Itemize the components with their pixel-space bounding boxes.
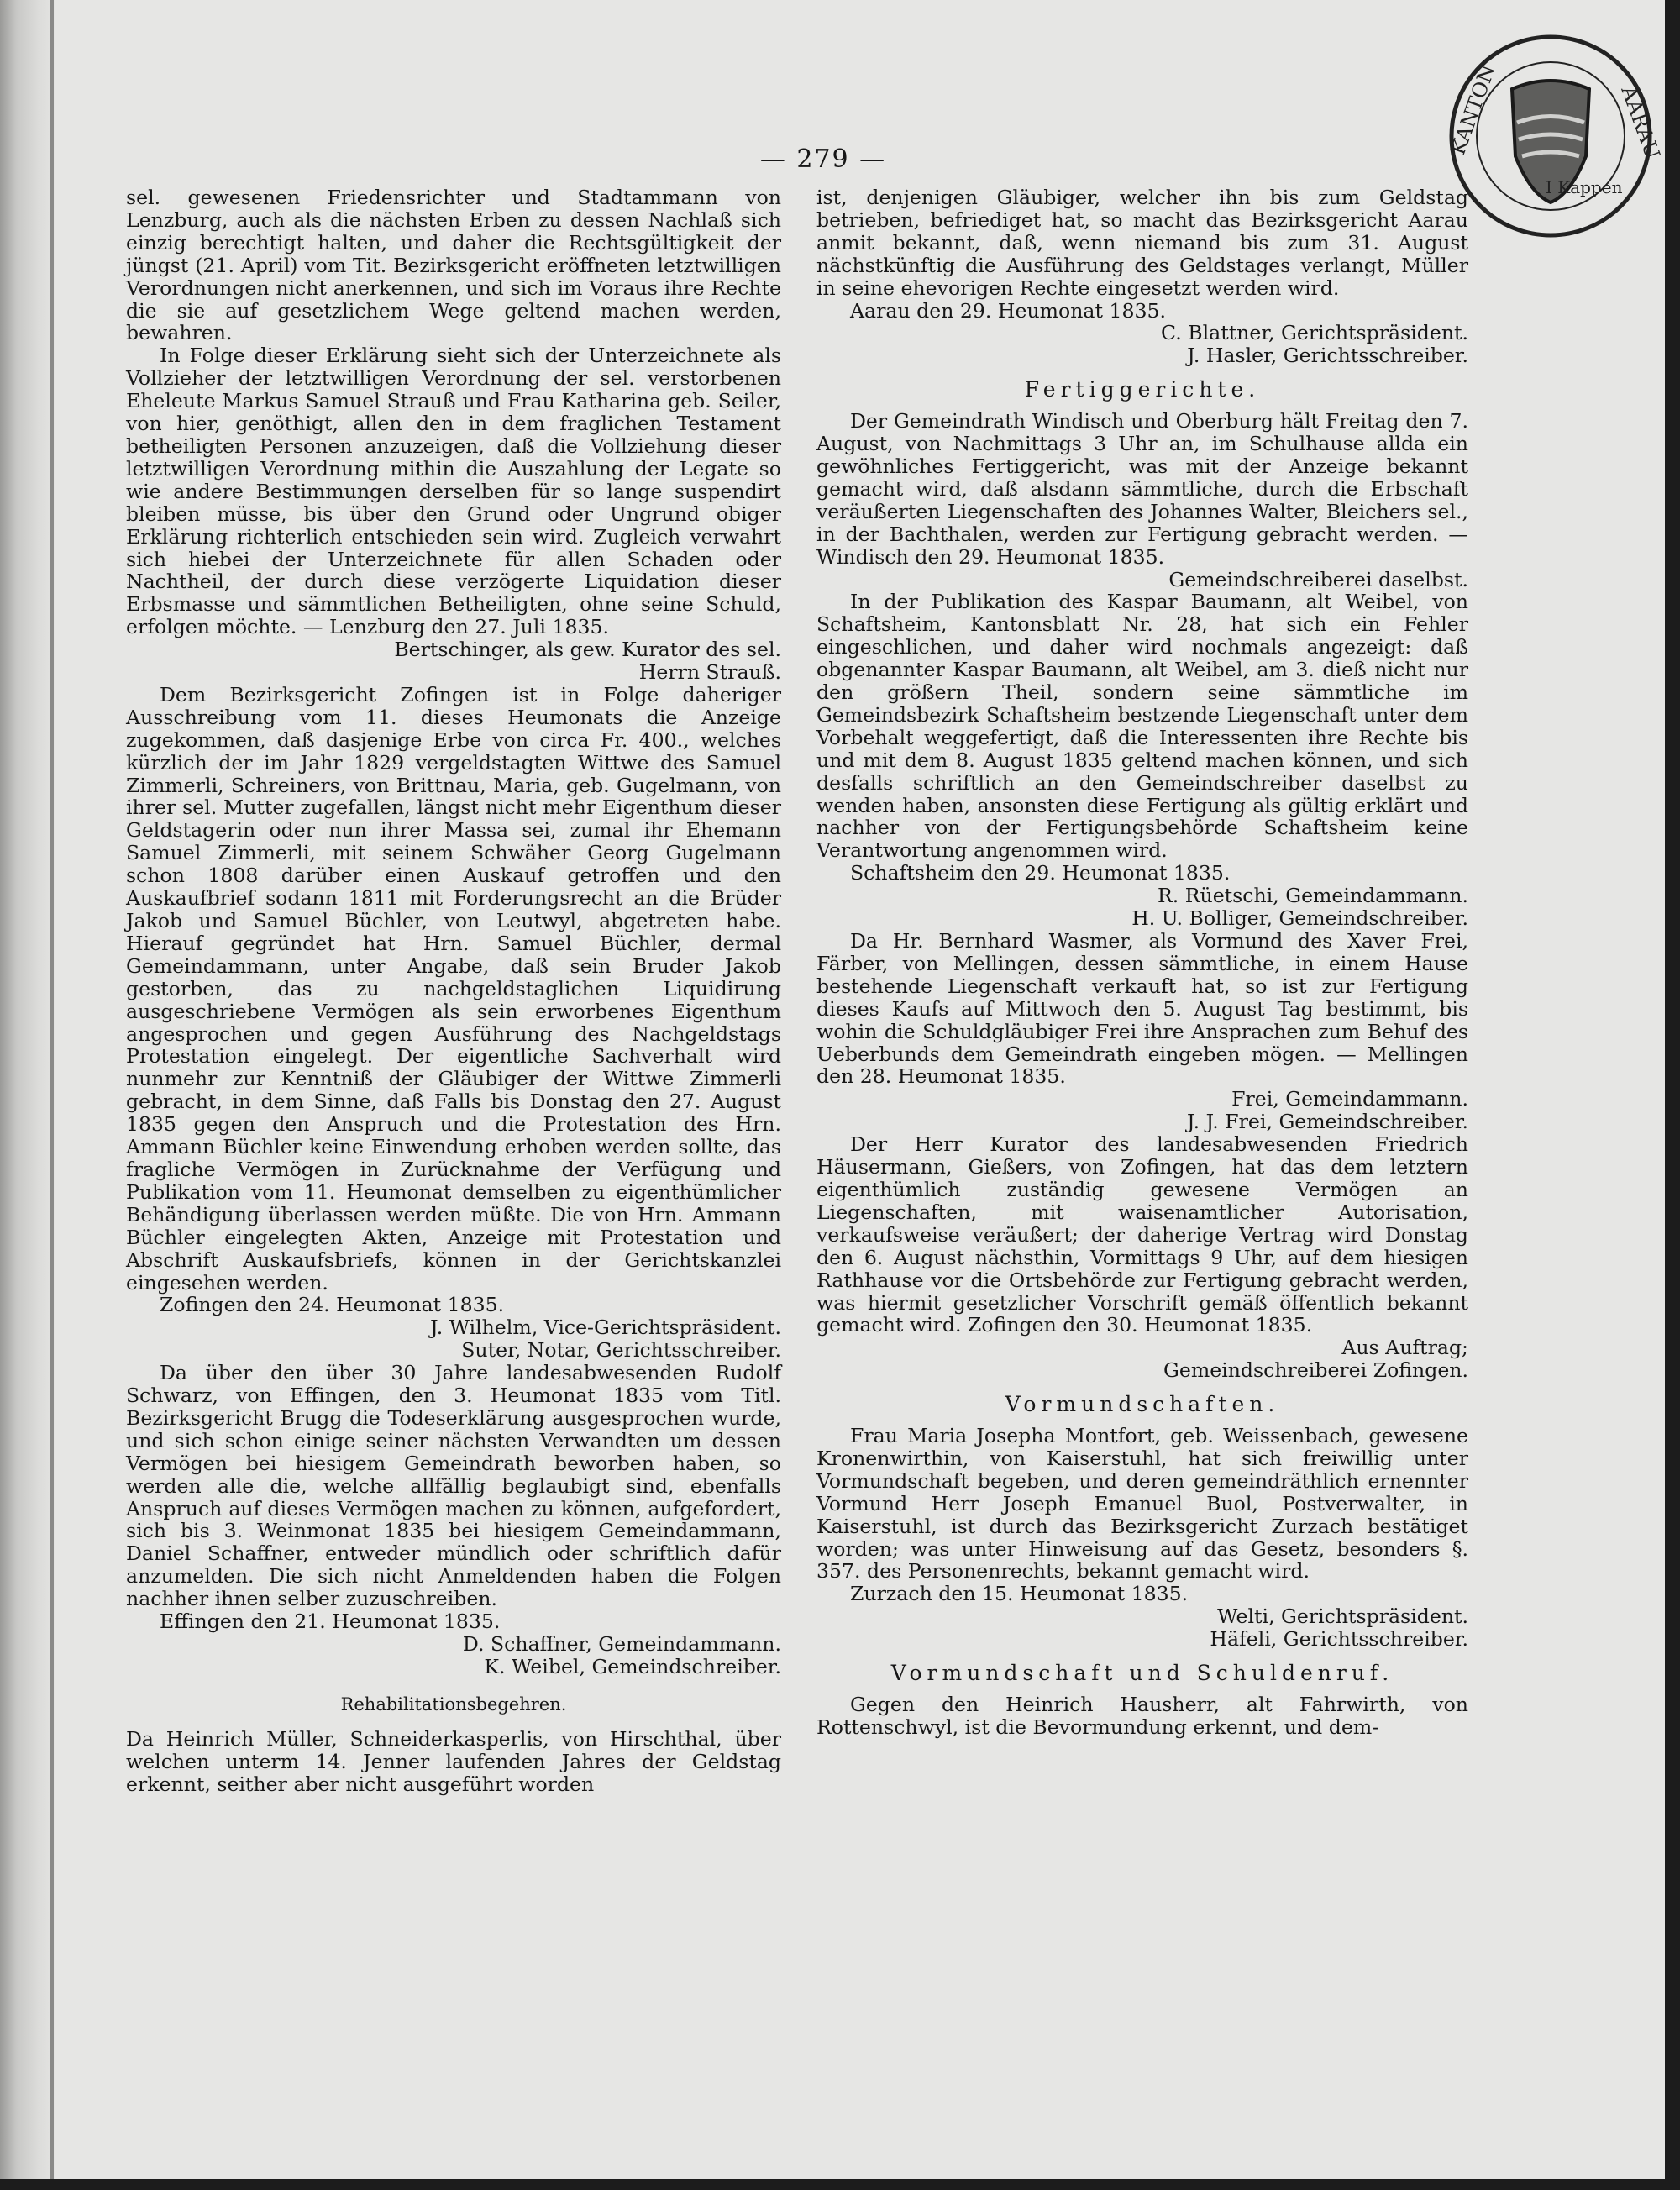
article-paragraph: Frau Maria Josepha Montfort, geb. Weissenbach, gewesene Kronenwirthin, von Kaiserstuhl, hat sich freiwillig unter Vormundschaft begeben, und deren gemeindräthlich ernennter Vormund Herr Joseph Emanuel Buol, Postverwalter, in Kaiserstuhl, ist durch das Bezirksgericht Zurzach bestätiget worden; was unter Hinweisung auf das Gesetz, besonders §. 357. des Personenrechts, bekannt gemacht wird. <box>816 1424 1468 1583</box>
dateline: Schaftsheim den 29. Heumonat 1835. <box>850 861 1231 885</box>
signature-line: Aus Auftrag; <box>1341 1336 1468 1360</box>
signature-line: J. J. Frei, Gemeindschreiber. <box>1187 1110 1468 1134</box>
signature-line: K. Weibel, Gemeindschreiber. <box>484 1654 781 1678</box>
signature-line: Bertschinger, als gew. Kurator des sel. <box>394 638 781 662</box>
signature-line: C. Blattner, Gerichtspräsident. <box>1161 321 1468 345</box>
signature-line: Gemeindschreiberei Zofingen. <box>1163 1358 1468 1383</box>
dateline: Effingen den 21. Heumonat 1835. <box>160 1610 501 1634</box>
canton-aargau-stamp <box>1445 30 1665 242</box>
dateline: Zofingen den 24. Heumonat 1835. <box>160 1293 505 1317</box>
article-paragraph: ist, denjenigen Gläubiger, welcher ihn bis zum Geldstag betrieben, befriediget hat, so macht das Bezirksgericht Aarau anmit bekannt, daß, wenn niemand bis zum 31. August nächstkünftig die Ausführung des Geldstages verlangt, Müller in seine ehevorigen Rechte eingesetzt werden wird. <box>816 186 1468 300</box>
section-heading: Vormundschaft und Schuldenruf. <box>890 1661 1394 1686</box>
signature-line: J. Hasler, Gerichtsschreiber. <box>1187 344 1468 368</box>
article-paragraph: Da Heinrich Müller, Schneiderkasperlis, von Hirschthal, über welchen unterm 14. Jenner laufenden Jahres der Geldstag erkennt, seither aber nicht ausgeführt worden <box>126 1726 781 1796</box>
signature-line: D. Schaffner, Gemeindammann. <box>462 1632 781 1656</box>
article-paragraph: Da Hr. Bernhard Wasmer, als Vormund des Xaver Frei, Färber, von Mellingen, dessen sämmtliche, in einem Hause bestehende Liegenschaft verkauft hat, so ist zur Fertigung dieses Kaufs auf Mittwoch den 5. August Tag bestimmt, bis wohin die Schuldgläubiger Frei ihre Ansprachen zum Behuf des Ueberbunds dem Gemeindrath eingeben mögen. — Mellingen den 28. Heumonat 1835. <box>816 929 1468 1089</box>
article-paragraph: In Folge dieser Erklärung sieht sich der Unterzeichnete als Vollzieher der letztwilligen Verordnung der sel. verstorbenen Eheleute Markus Samuel Strauß und Frau Katharina geb. Seiler, von hier, genöthigt, allen den in dem fraglichen Testament betheiligten Personen anzuzeigen, daß die Vollziehung dieser letztwilligen Verordnung mithin die Auszahlung der Legate so wie andere Bestimmungen derselben für so lange suspendirt bleiben müsse, bis über den Grund oder Ungrund obiger Erklärung richterlich entschieden sein wird. Zugleich verwahrt sich hiebei der Unterzeichnete für allen Schaden oder Nachtheil, der durch diese verzögerte Liquidation dieser Erbsmasse und sämmtlichen Betheiligten, ohne seine Schuld, erfolgen möchte. — Lenzburg den 27. Juli 1835. <box>126 344 781 639</box>
article-paragraph: In der Publikation des Kaspar Baumann, alt Weibel, von Schaftsheim, Kantonsblatt Nr. 28, hat sich ein Fehler eingeschlichen, und daher wird nochmals angezeigt: daß obgenannter Kaspar Baumann, alt Weibel, am 3. dieß nicht nur den größern Theil, sondern seine sämmtliche im Gemeindsbezirk Schaftsheim bestzende Liegenschaft unter dem Vorbehalt weggefertigt, daß die Interessenten ihre Rechte bis und mit dem 8. August 1835 geltend machen können, und sich desfalls schriftlich an den Gemeindschreiber daselbst zu wenden haben, ansonsten diese Fertigung als gültig erklärt und nachher von der Fertigungsbehörde Schaftsheim keine Verantwortung angenommen wird. <box>816 590 1468 863</box>
signature-line: Gemeindschreiberei daselbst. <box>1168 567 1468 591</box>
signature-line: Häfeli, Gerichtsschreiber. <box>1210 1627 1468 1652</box>
signature-line: Welti, Gerichtspräsident. <box>1217 1604 1468 1629</box>
binding-edge <box>0 0 55 2179</box>
section-heading: Fertiggerichte. <box>1024 377 1261 402</box>
signature-line: Herrn Strauß. <box>638 660 781 685</box>
right-column <box>816 186 1468 1739</box>
signature-line: Frei, Gemeindammann. <box>1231 1087 1468 1111</box>
left-column <box>126 186 781 1795</box>
binding-shadow <box>50 0 54 2179</box>
signature-line: H. U. Bolliger, Gemeindschreiber. <box>1131 906 1468 931</box>
stamp-code: I Kappen <box>1546 177 1623 197</box>
article-paragraph: Dem Bezirksgericht Zofingen ist in Folge daheriger Ausschreibung vom 11. dieses Heumonats die Anzeige zugekommen, daß dasjenige Erbe von circa Fr. 400., welches kürzlich der im Jahr 1829 vergeldstagten Wittwe des Samuel Zimmerli, Schreiners, von Brittnau, Maria, geb. Gugelmann, von ihrer sel. Mutter zugefallen, längst nicht mehr Eigenthum dieser Geldstagerin oder nun ihrer Massa sei, zumal ihr Ehemann Samuel Zimmerli, mit seinem Schwäher Georg Gugelmann schon 1808 darüber einen Auskauf getroffen und den Auskaufbrief sodann 1811 mit Forderungsrecht an die Brüder Jakob und Samuel Büchler, von Leutwyl, abgetreten habe. Hierauf gegründet hat Hrn. Samuel Büchler, dermal Gemeindammann, unter Angabe, daß sein Bruder Jakob gestorben, das zu nachgeldstaglichen Liquidirung ausgeschriebene Vermögen als sein erworbenes Eigenthum angesprochen und gegen Ausführung des Nachgeldstags Protestation eingelegt. Der eigentliche Sachverhalt wird nunmehr zur Kenntniß der Gläubiger der Wittwe Zimmerli gebracht, in dem Sinne, daß Falls bis Donstag den 27. August 1835 gegen den Anspruch und die Protestation des Hrn. Ammann Büchler keine Einwendung erhoben werden sollte, das fragliche Vermögen in Zurücknahme der Verfügung und Publikation vom 11. Heumonat demselben zu eigenthümlicher Behändigung überlassen werden müßte. Die von Hrn. Ammann Büchler eingelegten Akten, Anzeige mit Protestation und Abschrift Auskaufsbriefs, können in der Gerichtskanzlei eingesehen werden. <box>126 682 781 1295</box>
signature-line: R. Rüetschi, Gemeindammann. <box>1158 884 1468 908</box>
subsection-heading: Rehabilitationsbegehren. <box>340 1694 567 1715</box>
page-number: — 279 — <box>759 144 887 174</box>
article-paragraph: Gegen den Heinrich Hausherr, alt Fahrwirth, von Rottenschwyl, ist die Bevormundung erkennt, und dem- <box>816 1693 1468 1739</box>
stamp-text-left: KANTON <box>1446 61 1500 159</box>
dateline: Aarau den 29. Heumonat 1835. <box>850 298 1167 323</box>
article-paragraph: Der Gemeindrath Windisch und Oberburg hält Freitag den 7. August, von Nachmittags 3 Uhr an, im Schulhause allda ein gewöhnliches Fertiggericht, was mit der Anzeige bekannt gemacht wird, daß alsdann sämmtliche, durch die Erbschaft veräußerten Liegenschaften des Johannes Walter, Bleichers sel., in der Bachthalen, werden zur Fertigung gebracht werden. — Windisch den 29. Heumonat 1835. <box>816 409 1468 569</box>
signature-line: J. Wilhelm, Vice-Gerichtspräsident. <box>430 1316 781 1340</box>
article-paragraph: Da über den über 30 Jahre landesabwesenden Rudolf Schwarz, von Effingen, den 3. Heumonat 1835 vom Titl. Bezirksgericht Brugg die Todeserklärung ausgesprochen wurde, und sich schon einige seiner nächsten Verwandten um dessen Vermögen bei hiesigem Gemeindrath beworben haben, so werden alle die, welche allfällig beglaubigt sind, ebenfalls Anspruch auf dieses Vermögen machen zu können, aufgefordert, sich bis 3. Weinmonat 1835 bei hiesigem Gemeindammann, Daniel Schaffner, entweder mündlich oder schriftlich dafür anzumelden. Die sich nicht Anmeldenden haben die Folgen nachher ihnen selber zuzuschreiben. <box>126 1361 781 1611</box>
section-heading: Vormundschaften. <box>1005 1392 1280 1417</box>
signature-line: Suter, Notar, Gerichtsschreiber. <box>461 1338 781 1363</box>
stamp-text-right: AARAU <box>1616 82 1665 162</box>
dateline: Zurzach den 15. Heumonat 1835. <box>850 1582 1189 1606</box>
article-paragraph: Der Herr Kurator des landesabwesenden Friedrich Häusermann, Gießers, von Zofingen, hat das dem letztern eigenthümlich zuständig gewesene Vermögen an Liegenschaften, mit waisenamtlicher Autorisation, verkaufsweise veräußert; der daherige Vertrag wird Donstag den 6. August nächsthin, Vormittags 9 Uhr, auf dem hiesigen Rathhause vor die Ortsbehörde zur Fertigung gebracht werden, was hiermit gesetzlicher Vorschrift gemäß öffentlich bekannt gemacht wird. Zofingen den 30. Heumonat 1835. <box>816 1132 1468 1337</box>
article-paragraph: sel. gewesenen Friedensrichter und Stadtammann von Lenzburg, auch als die nächsten Erben zu dessen Nachlaß sich einzig berechtigt halten, und daher die Rechtsgültigkeit der jüngst (21. April) vom Tit. Bezirksgericht eröffneten letztwilligen Verordnungen nicht anerkennen, und sich im Voraus ihre Rechte die sie auf gesetzlichem Wege geltend machen werden, bewahren. <box>126 186 781 345</box>
